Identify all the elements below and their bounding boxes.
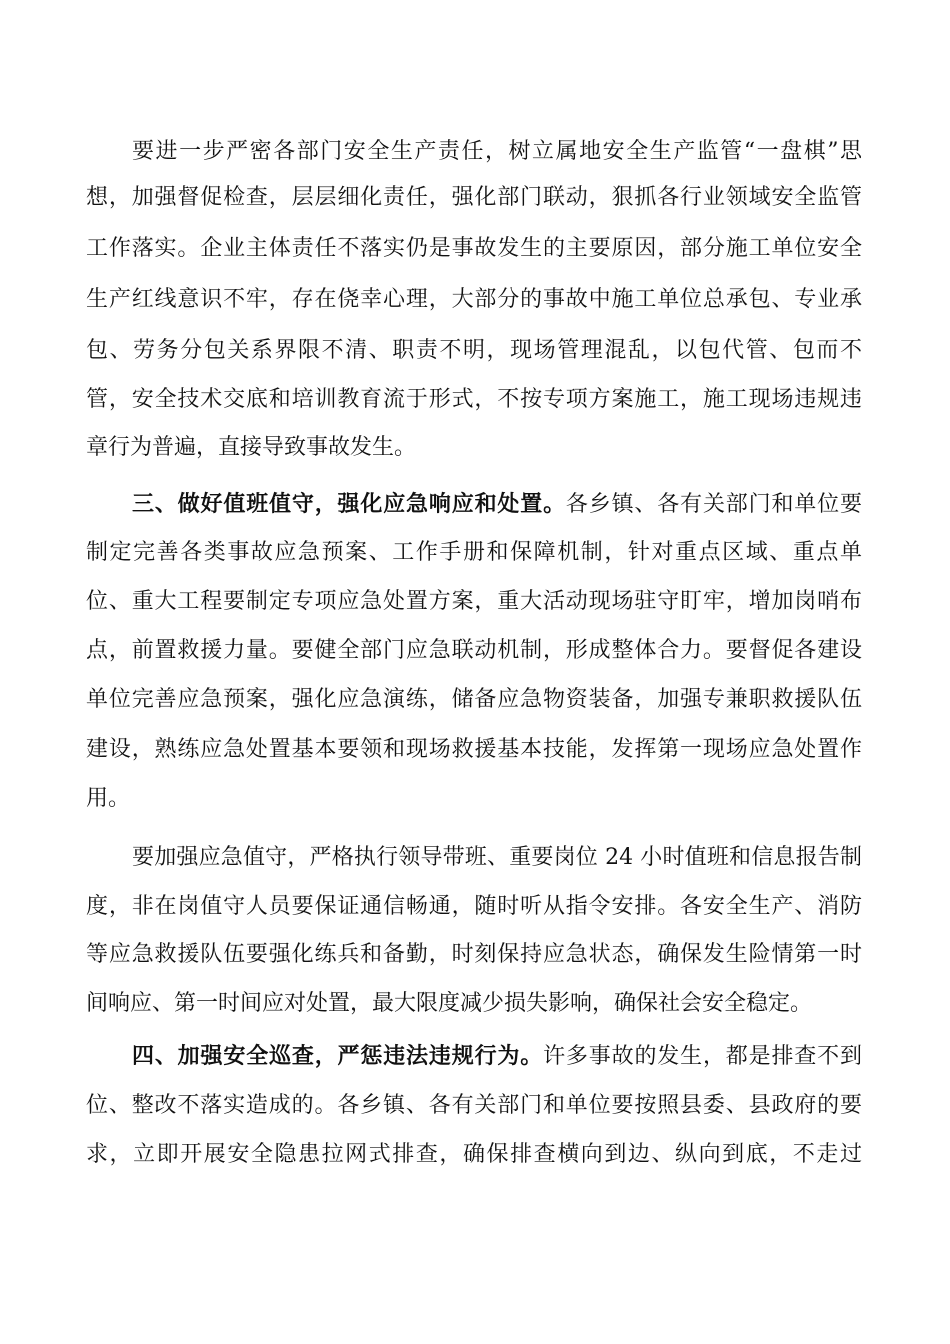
paragraph-line: 间响应、第一时间应对处置，最大限度减少损失影响，确保社会安全稳定。 — [86, 991, 813, 1016]
paragraph-line: 建设，熟练应急处置基本要领和现场救援基本技能，发挥第一现场应急处置作 — [86, 737, 862, 762]
paragraph-line: 生产红线意识不牢，存在侥幸心理，大部分的事故中施工单位总承包、专业承 — [86, 287, 862, 312]
section-heading: 四、加强安全巡查，严惩违法违规行为。 — [132, 1043, 544, 1069]
paragraph-line: 要加强应急值守，严格执行领导带班、重要岗位 24 小时值班和信息报告制 — [132, 845, 862, 870]
paragraph-line: 等应急救援队伍要强化练兵和备勤，时刻保持应急状态，确保发生险情第一时 — [86, 942, 862, 967]
paragraph-line: 位、整改不落实造成的。各乡镇、各有关部门和单位要按照县委、县政府的要 — [86, 1093, 862, 1118]
paragraph-line: 想，加强督促检查，层层细化责任，强化部门联动，狠抓各行业领域安全监管 — [86, 185, 862, 210]
paragraph-line: 包、劳务分包关系界限不清、职责不明，现场管理混乱，以包代管、包而不 — [86, 338, 862, 363]
paragraph-line: 位、重大工程要制定专项应急处置方案，重大活动现场驻守盯牢，增加岗哨布 — [86, 589, 862, 614]
section-heading-line — [132, 484, 862, 524]
paragraph-line: 管，安全技术交底和培训教育流于形式，不按专项方案施工，施工现场违规违 — [86, 387, 862, 412]
paragraph-line: 点，前置救援力量。要健全部门应急联动机制，形成整体合力。要督促各建设 — [86, 638, 862, 663]
paragraph-line: 制定完善各类事故应急预案、工作手册和保障机制，针对重点区域、重点单 — [86, 540, 862, 565]
paragraph-text: 许多事故的发生，都是排查不到 — [543, 1044, 862, 1069]
paragraph-line: 章行为普遍，直接导致事故发生。 — [86, 435, 417, 460]
paragraph-line: 度，非在岗值守人员要保证通信畅通，随时听从指令安排。各安全生产、消防 — [86, 894, 862, 919]
section-heading-line — [132, 1036, 862, 1076]
paragraph-line: 工作落实。企业主体责任不落实仍是事故发生的主要原因，部分施工单位安全 — [86, 236, 862, 261]
paragraph-line: 用。 — [86, 786, 131, 811]
paragraph-line: 求，立即开展安全隐患拉网式排查，确保排查横向到边、纵向到底，不走过 — [86, 1142, 862, 1167]
paragraph-text: 各乡镇、各有关部门和单位要 — [565, 492, 862, 517]
paragraph-line: 要进一步严密各部门安全生产责任，树立属地安全生产监管“一盘棋”思 — [132, 139, 862, 164]
section-heading: 三、做好值班值守，强化应急响应和处置。 — [132, 491, 566, 517]
paragraph-line: 单位完善应急预案，强化应急演练，储备应急物资装备，加强专兼职救援队伍 — [86, 687, 862, 712]
